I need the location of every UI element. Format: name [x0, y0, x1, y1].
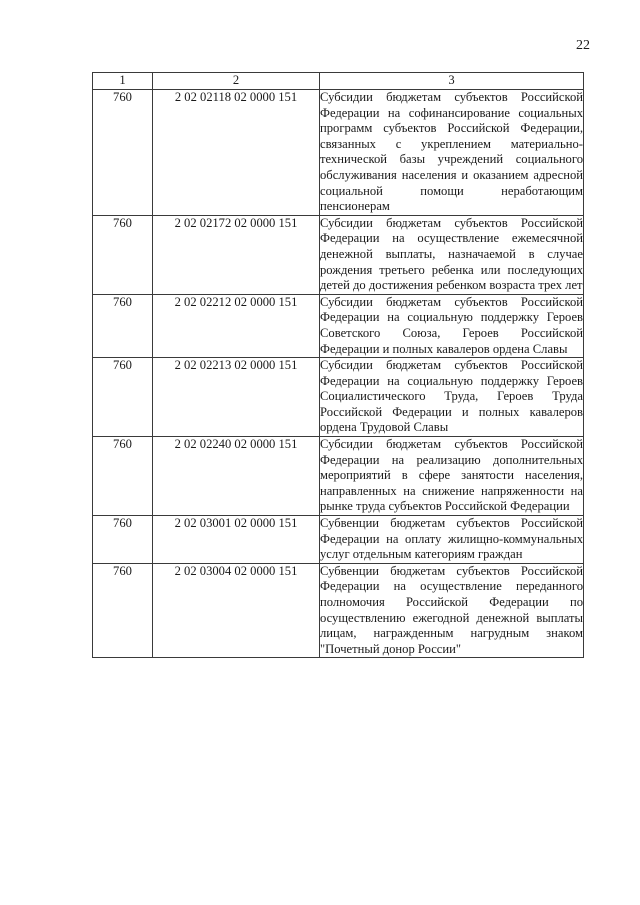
kbk-code-cell: 2 02 02118 02 0000 151: [153, 90, 320, 216]
kbk-code-cell: 2 02 03004 02 0000 151: [153, 563, 320, 658]
kbk-code-cell: 2 02 02213 02 0000 151: [153, 358, 320, 437]
admin-code-cell: 760: [93, 294, 153, 357]
column-header-1: 1: [93, 73, 153, 90]
kbk-code-cell: 2 02 03001 02 0000 151: [153, 516, 320, 564]
kbk-code-cell: 2 02 02240 02 0000 151: [153, 437, 320, 516]
admin-code-cell: 760: [93, 90, 153, 216]
page-number: 22: [576, 38, 590, 53]
column-header-3: 3: [320, 73, 584, 90]
description-cell: Субвенции бюджетам субъектов Российской Федерации на оплату жилищно-коммунальных услуг отдельным категориям граждан: [320, 516, 584, 564]
admin-code-cell: 760: [93, 516, 153, 564]
admin-code-cell: 760: [93, 563, 153, 658]
description-cell: Субсидии бюджетам субъектов Российской Федерации на осуществление ежемесячной денежной выплаты, назначаемой в случае рождения третьего ребенка или последующих детей до достижения ребенком возраста трех лет: [320, 215, 584, 294]
table-row: [93, 358, 584, 437]
table-row: [93, 437, 584, 516]
description-cell: Субвенции бюджетам субъектов Российской Федерации на осуществление переданного полномочия Российской Федерации по осуществлению ежегодной денежной выплаты лицам, награжденным нагрудным знаком "Почетный донор России": [320, 563, 584, 658]
column-header-2: 2: [153, 73, 320, 90]
budget-classification-table: [92, 72, 584, 658]
kbk-code-cell: 2 02 02212 02 0000 151: [153, 294, 320, 357]
admin-code-cell: 760: [93, 437, 153, 516]
table-row: [93, 90, 584, 216]
table-row: [93, 294, 584, 357]
admin-code-cell: 760: [93, 215, 153, 294]
table-row: [93, 215, 584, 294]
admin-code-cell: 760: [93, 358, 153, 437]
description-cell: Субсидии бюджетам субъектов Российской Федерации на софинансирование социальных программ субъектов Российской Федерации, связанных с укреплением материально-технической базы учреждений социального обслуживания населения и оказанием адресной социальной помощи неработающим пенсионерам: [320, 90, 584, 216]
table-header-row: [93, 73, 584, 90]
kbk-code-cell: 2 02 02172 02 0000 151: [153, 215, 320, 294]
description-cell: Субсидии бюджетам субъектов Российской Федерации на социальную поддержку Героев Советского Союза, Героев Российской Федерации и полных кавалеров ордена Славы: [320, 294, 584, 357]
description-cell: Субсидии бюджетам субъектов Российской Федерации на реализацию дополнительных мероприятий в сфере занятости населения, направленных на снижение напряженности на рынке труда субъектов Российской Федерации: [320, 437, 584, 516]
table-row: [93, 516, 584, 564]
table-row: [93, 563, 584, 658]
description-cell: Субсидии бюджетам субъектов Российской Федерации на социальную поддержку Героев Социалистического Труда, Героев Труда Российской Федерации и полных кавалеров ордена Трудовой Славы: [320, 358, 584, 437]
